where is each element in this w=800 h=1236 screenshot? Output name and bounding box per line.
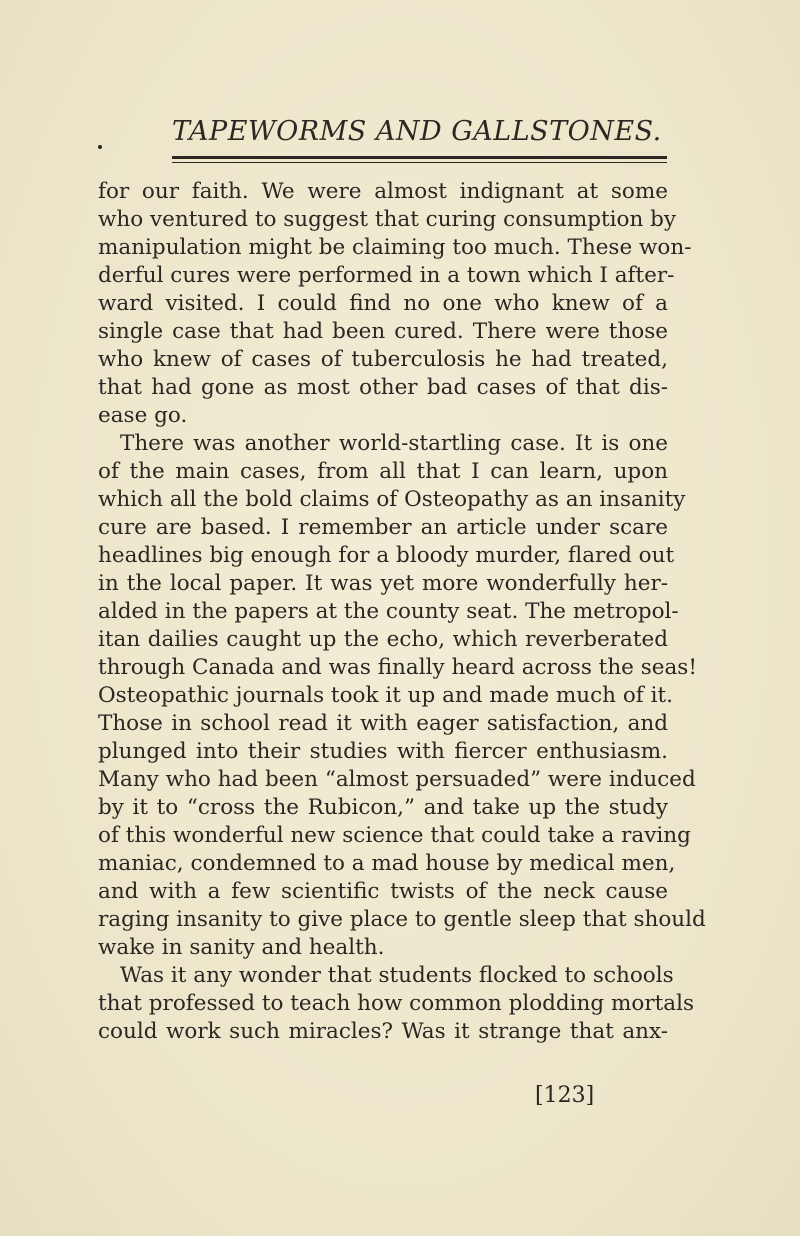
text-line: of this wonderful new science that could take a raving [98,823,691,848]
text-line: that had gone as most other bad cases of that dis- [98,375,668,400]
text-line: itan dailies caught up the echo, which reverberated [98,627,668,652]
page-edge-mark [98,145,102,149]
text-line: derful cures were performed in a town which I after- [98,263,675,288]
text-line: alded in the papers at the county seat. The metropol- [98,599,679,624]
text-line: plunged into their studies with fiercer enthusiasm. [98,739,668,764]
text-line: Osteopathic journals took it up and made much of it. [98,683,673,708]
page-number: [123] [535,1083,595,1108]
text-line: by it to “cross the Rubicon,” and take up the study [98,795,668,820]
text-line: Was it any wonder that students flocked to schools [120,963,674,988]
text-line: maniac, condemned to a mad house by medical men, [98,851,676,876]
text-line: which all the bold claims of Osteopathy as an insanity [98,487,686,512]
text-line: There was another world-startling case. It is one [120,431,668,456]
text-line: Many who had been “almost persuaded” were induced [98,767,696,792]
text-line: Those in school read it with eager satisfaction, and [98,711,668,736]
header-rule-thin [172,162,667,163]
text-line: wake in sanity and health. [98,935,385,960]
text-line: ease go. [98,403,188,428]
text-line: and with a few scientific twists of the neck cause [98,879,668,904]
header-rule-thick [172,156,667,159]
text-line: who ventured to suggest that curing consumption by [98,207,677,232]
body-text [98,178,706,1046]
text-line: for our faith. We were almost indignant at some [98,179,668,204]
text-line: headlines big enough for a bloody murder, flared out [98,543,675,568]
text-line: ward visited. I could find no one who knew of a [98,291,668,316]
text-line: raging insanity to give place to gentle sleep that should [98,907,706,932]
text-line: who knew of cases of tuberculosis he had treated, [98,347,668,372]
running-head: TAPEWORMS AND GALLSTONES. [172,116,662,147]
text-line: through Canada and was finally heard across the seas! [98,655,697,680]
text-line: cure are based. I remember an article under scare [98,515,668,540]
text-line: single case that had been cured. There were those [98,319,668,344]
text-line: could work such miracles? Was it strange that anx- [98,1019,668,1044]
text-line: in the local paper. It was yet more wonderfully her- [98,571,668,596]
text-line: of the main cases, from all that I can learn, upon [98,459,668,484]
text-line: manipulation might be claiming too much. These won- [98,235,692,260]
text-line: that professed to teach how common plodding mortals [98,991,694,1016]
